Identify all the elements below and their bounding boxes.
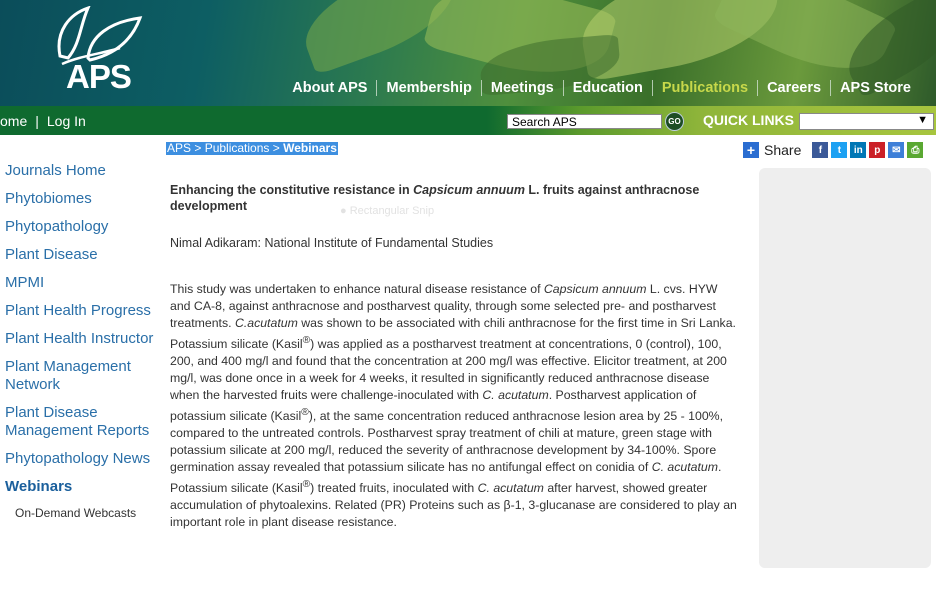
share-label[interactable]: Share — [764, 142, 802, 158]
breadcrumb-current: Webinars — [283, 141, 337, 155]
breadcrumb — [166, 142, 338, 155]
share-bar — [743, 142, 923, 158]
search-go-button[interactable]: GO — [665, 112, 684, 131]
nav-education[interactable]: Education — [572, 80, 643, 96]
nav-careers[interactable]: Careers — [767, 80, 822, 96]
nav-meetings[interactable]: Meetings — [490, 80, 554, 96]
pinterest-icon[interactable]: p — [869, 142, 885, 158]
nav-separator — [376, 80, 377, 96]
ghost-overlay-text: ● Rectangular Snip — [340, 205, 435, 217]
chevron-down-icon: ▼ — [917, 114, 928, 126]
utility-links — [0, 113, 86, 129]
breadcrumb-aps[interactable]: APS — [167, 141, 192, 155]
quick-links-label: QUICK LINKS — [703, 112, 794, 128]
main-nav — [283, 80, 920, 96]
article-title: Enhancing the constitutive resistance in Capsicum annuum L. fruits against anthracnose development — [170, 183, 700, 213]
nav-separator — [563, 80, 564, 96]
sidebar-item-plant-health-instructor[interactable]: Plant Health Instructor — [5, 330, 154, 347]
sidebar-item-phytobiomes[interactable]: Phytobiomes — [5, 190, 92, 207]
linkedin-icon[interactable]: in — [850, 142, 866, 158]
print-icon[interactable]: ⎙ — [907, 142, 923, 158]
header-banner — [0, 0, 936, 106]
article — [170, 182, 740, 531]
sidebar-item-webinars[interactable]: Webinars — [5, 478, 73, 495]
sidebar-item-plant-health-progress[interactable]: Plant Health Progress — [5, 302, 151, 319]
sidebar-subitem-on-demand-webcasts[interactable]: On-Demand Webcasts — [15, 506, 137, 520]
home-link[interactable]: ome — [0, 113, 28, 129]
login-link[interactable]: Log In — [46, 113, 86, 129]
breadcrumb-publications[interactable]: Publications — [204, 141, 270, 155]
utility-separator: | — [35, 113, 39, 129]
twitter-icon[interactable]: t — [831, 142, 847, 158]
sidebar-item-journals-home[interactable]: Journals Home — [5, 162, 106, 179]
sidebar-item-phytopathology[interactable]: Phytopathology — [5, 218, 109, 235]
facebook-icon[interactable]: f — [812, 142, 828, 158]
breadcrumb-sep: > — [269, 141, 284, 155]
nav-publications[interactable]: Publications — [661, 80, 749, 96]
nav-separator — [757, 80, 758, 96]
article-abstract: This study was undertaken to enhance natural disease resistance of Capsicum annuum L. cvs. HYW and CA-8, against anthracnose and postharvest quality, through some selected pre- and postharvest treatments. C.acutatum was shown to be associated with chili anthracnose for the first time in Sri Lanka. Potassium silicate (Kasil®) was applied as a postharvest treatment at concentrations, 0 (control), 100, 200, and 400 mg/l and found that the concentration at 200 mg/l was effective. Elicitor treatment, at 200 mg/l, was done once in a week for 4 weeks, it resulted in significantly reduced anthracnose disease when the harvested fruits were challenge-inoculated with C. acutatum. Postharvest application of potassium silicate (Kasil®), at the same concentration reduced anthracnose lesion area by 25 - 100%, compared to the untreated controls. Postharvest spray treatment of chili at mature, green stage with potassium silicate at 200 mg/l, reduced the severity of anthracnose development by 34-100%. Spore germination assay revealed that potassium silicate has no antifungal effect on conidia of C. acutatum. Potassium silicate (Kasil®) treated fruits, inoculated with C. acutatum after harvest, showed greater accumulation of phytoalexins. Related (PR) Proteins such as β-1, 3-glucanase are considered to play an important role in plant disease resistance. — [170, 282, 737, 530]
article-author: Nimal Adikaram: National Institute of Fundamental Studies — [170, 236, 494, 250]
right-sidebar-panel — [759, 168, 931, 568]
email-icon[interactable]: ✉ — [888, 142, 904, 158]
nav-separator — [481, 80, 482, 96]
nav-separator — [652, 80, 653, 96]
nav-aps-store[interactable]: APS Store — [840, 80, 911, 96]
nav-membership[interactable]: Membership — [386, 80, 472, 96]
nav-about-aps[interactable]: About APS — [292, 80, 368, 96]
search-input[interactable] — [507, 114, 662, 129]
sidebar-item-plant-management-network[interactable]: Plant Management Network — [5, 358, 131, 393]
sidebar-item-phytopathology-news[interactable]: Phytopathology News — [5, 450, 151, 467]
aps-logo-text[interactable]: APS — [66, 58, 131, 95]
sidebar-item-pdmr[interactable]: Plant Disease Management Reports — [5, 404, 150, 439]
sidebar-item-mpmi[interactable]: MPMI — [5, 274, 45, 291]
sidebar-item-plant-disease[interactable]: Plant Disease — [5, 246, 98, 263]
quick-links-select[interactable] — [799, 113, 934, 130]
share-plus-icon[interactable]: + — [743, 142, 759, 158]
breadcrumb-sep: > — [191, 141, 205, 155]
sidebar — [5, 162, 155, 532]
nav-separator — [830, 80, 831, 96]
utility-bar — [0, 106, 936, 135]
